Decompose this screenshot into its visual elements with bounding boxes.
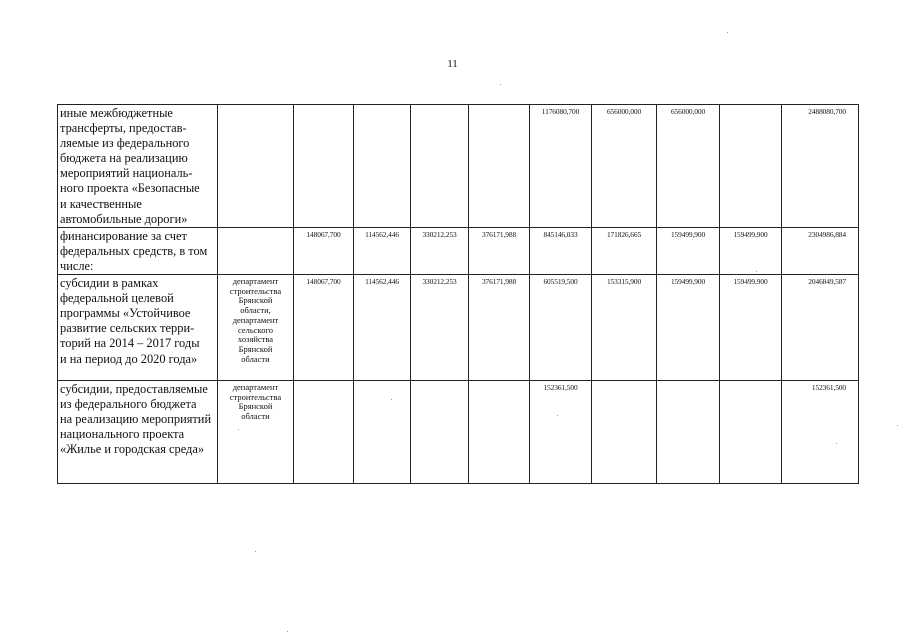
description-line: из федерального бюджета bbox=[60, 397, 197, 412]
description-line: бюджета на реализацию bbox=[60, 151, 188, 166]
value-cell: 153315,900 bbox=[592, 275, 657, 381]
value-cell: 376171,988 bbox=[469, 275, 530, 381]
description-line: торий на 2014 – 2017 годы bbox=[60, 336, 200, 351]
department-line: области, bbox=[240, 305, 271, 316]
value-cell: 656000,000 bbox=[657, 105, 720, 228]
description-line: национального проекта bbox=[60, 427, 185, 442]
department-line: департамент bbox=[232, 314, 279, 325]
value-cell bbox=[469, 381, 530, 484]
description-line: субсидии, предоставляемые bbox=[60, 382, 208, 397]
value-cell: 148067,700 bbox=[294, 227, 354, 274]
value-cell: 159499,900 bbox=[657, 275, 720, 381]
total-value-cell: 2304986,884 bbox=[782, 227, 859, 274]
department-line: области bbox=[241, 353, 270, 364]
row-description bbox=[58, 105, 218, 228]
value-cell: 114562,446 bbox=[354, 275, 411, 381]
description-line: федеральной целевой bbox=[60, 291, 174, 306]
description-line: и качественные bbox=[60, 196, 142, 211]
value-cell: 148067,700 bbox=[294, 275, 354, 381]
responsible-department bbox=[218, 105, 294, 228]
row-subsidies-rural bbox=[58, 275, 859, 381]
department-line: сельского bbox=[237, 324, 273, 335]
department-line: хозяйства bbox=[237, 334, 274, 345]
scan-speck bbox=[391, 399, 392, 400]
description-line: программы «Устойчивое bbox=[60, 306, 191, 321]
value-cell bbox=[411, 105, 469, 228]
description-line: субсидии в рамках bbox=[60, 276, 159, 291]
scan-speck bbox=[756, 271, 757, 272]
description-line: числе: bbox=[60, 258, 94, 273]
value-cell bbox=[592, 381, 657, 484]
value-cell: 159499,900 bbox=[657, 227, 720, 274]
scan-speck bbox=[287, 631, 288, 632]
description-line: развитие сельских терри- bbox=[60, 321, 195, 336]
department-line: области bbox=[241, 411, 270, 422]
value-cell: 845146,033 bbox=[530, 227, 592, 274]
value-cell: 159499,900 bbox=[720, 275, 782, 381]
value-cell: 656000,000 bbox=[592, 105, 657, 228]
value-cell: 152361,500 bbox=[530, 381, 592, 484]
value-cell bbox=[294, 105, 354, 228]
description-line: «Жилье и городская среда» bbox=[60, 442, 205, 457]
department-line: Брянской bbox=[238, 401, 273, 412]
value-cell bbox=[720, 105, 782, 228]
description-line: и на период до 2020 года» bbox=[60, 351, 198, 366]
row-interbudget-transfers bbox=[58, 105, 859, 228]
department-line: Брянской bbox=[238, 295, 273, 306]
responsible-department bbox=[218, 227, 294, 274]
total-value-cell: 152361,500 bbox=[782, 381, 859, 484]
row-federal-funding bbox=[58, 227, 859, 274]
scan-speck bbox=[897, 425, 898, 426]
description-line: трансферты, предостав- bbox=[60, 121, 187, 136]
value-cell: 376171,988 bbox=[469, 227, 530, 274]
value-cell bbox=[294, 381, 354, 484]
value-cell bbox=[354, 381, 411, 484]
value-cell: 114562,446 bbox=[354, 227, 411, 274]
scan-speck bbox=[727, 32, 728, 33]
responsible-department bbox=[218, 275, 294, 381]
department-line: департамент bbox=[232, 276, 279, 287]
scan-speck bbox=[557, 415, 558, 416]
description-line: иные межбюджетные bbox=[60, 106, 173, 120]
value-cell: 1176080,700 bbox=[530, 105, 592, 228]
budget-table bbox=[57, 104, 859, 484]
description-line: автомобильные дороги» bbox=[60, 211, 188, 226]
description-line: ляемые из федерального bbox=[60, 136, 190, 151]
description-line: финансирование за счет bbox=[60, 228, 187, 243]
value-cell bbox=[354, 105, 411, 228]
total-value-cell: 2488080,700 bbox=[782, 105, 859, 228]
row-description bbox=[58, 275, 218, 381]
value-cell bbox=[720, 381, 782, 484]
department-line: строительства bbox=[229, 391, 282, 402]
responsible-department bbox=[218, 381, 294, 484]
scan-speck bbox=[836, 443, 837, 444]
row-description bbox=[58, 227, 218, 274]
department-line: строительства bbox=[229, 285, 282, 296]
scan-speck bbox=[500, 84, 501, 85]
row-subsidies-housing bbox=[58, 381, 859, 484]
value-cell: 330212,253 bbox=[411, 275, 469, 381]
description-line: на реализацию мероприятий bbox=[60, 412, 212, 427]
total-value-cell: 2046849,587 bbox=[782, 275, 859, 381]
row-description bbox=[58, 381, 218, 484]
value-cell bbox=[411, 381, 469, 484]
value-cell: 159499,900 bbox=[720, 227, 782, 274]
value-cell: 330212,253 bbox=[411, 227, 469, 274]
value-cell: 171826,665 bbox=[592, 227, 657, 274]
department-line: Брянской bbox=[238, 343, 273, 354]
value-cell bbox=[469, 105, 530, 228]
value-cell: 605519,500 bbox=[530, 275, 592, 381]
department-line: департамент bbox=[232, 382, 279, 393]
description-line: ного проекта «Безопасные bbox=[60, 181, 200, 196]
description-line: федеральных средств, в том bbox=[60, 243, 208, 258]
value-cell bbox=[657, 381, 720, 484]
scan-speck bbox=[238, 429, 239, 430]
page-number: 11 bbox=[447, 58, 458, 70]
scan-speck bbox=[255, 551, 256, 552]
description-line: мероприятий националь- bbox=[60, 166, 193, 181]
